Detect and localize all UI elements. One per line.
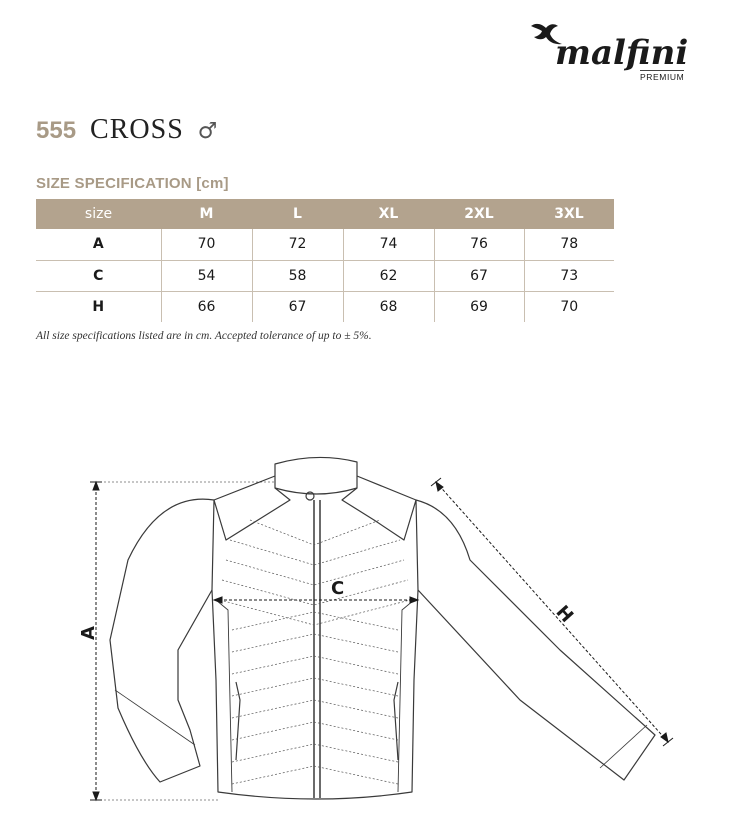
- column-header: L: [252, 199, 343, 229]
- table-cell: 66: [161, 291, 252, 322]
- size-spec-heading: SIZE SPECIFICATION [cm]: [36, 175, 229, 192]
- table-cell: 69: [434, 291, 524, 322]
- table-cell: 76: [434, 229, 524, 260]
- column-header: XL: [343, 199, 434, 229]
- brand-tagline: PREMIUM: [640, 72, 685, 82]
- table-row: [36, 229, 614, 260]
- label-a: A: [78, 626, 99, 640]
- table-cell: 67: [434, 260, 524, 291]
- table-cell: 68: [343, 291, 434, 322]
- row-label: H: [92, 298, 105, 315]
- table-cell: 67: [252, 291, 343, 322]
- snap-button-icon: [306, 492, 314, 500]
- label-c: C: [331, 578, 345, 599]
- label-h: H: [551, 601, 578, 627]
- size-table-header-row: [36, 199, 614, 229]
- product-code: 555: [36, 117, 77, 144]
- table-cell: 72: [252, 229, 343, 260]
- size-table: [36, 199, 614, 322]
- column-header: 3XL: [524, 199, 614, 229]
- table-cell: 74: [343, 229, 434, 260]
- product-title: [36, 114, 218, 150]
- table-row: [36, 291, 614, 322]
- male-gender-icon: ♂: [197, 119, 218, 144]
- table-cell: 62: [343, 260, 434, 291]
- table-cell: 73: [524, 260, 614, 291]
- product-name: CROSS: [90, 114, 184, 145]
- column-header: size: [36, 199, 161, 229]
- table-cell: 70: [524, 291, 614, 322]
- table-cell: 58: [252, 260, 343, 291]
- tolerance-note: All size specifications listed are in cm. Accepted tolerance of up to ± 5%.: [36, 330, 372, 342]
- table-cell: 70: [161, 229, 252, 260]
- column-header: 2XL: [434, 199, 524, 229]
- table-row: [36, 260, 614, 291]
- brand-name: malfini: [555, 33, 689, 73]
- table-cell: 54: [161, 260, 252, 291]
- column-header: M: [161, 199, 252, 229]
- row-label: A: [36, 229, 161, 260]
- jacket-illustration: [0, 440, 735, 815]
- table-cell: 78: [524, 229, 614, 260]
- jacket-measurement-diagram: [0, 440, 735, 815]
- row-label: C: [36, 260, 161, 291]
- brand-logo: [528, 18, 718, 82]
